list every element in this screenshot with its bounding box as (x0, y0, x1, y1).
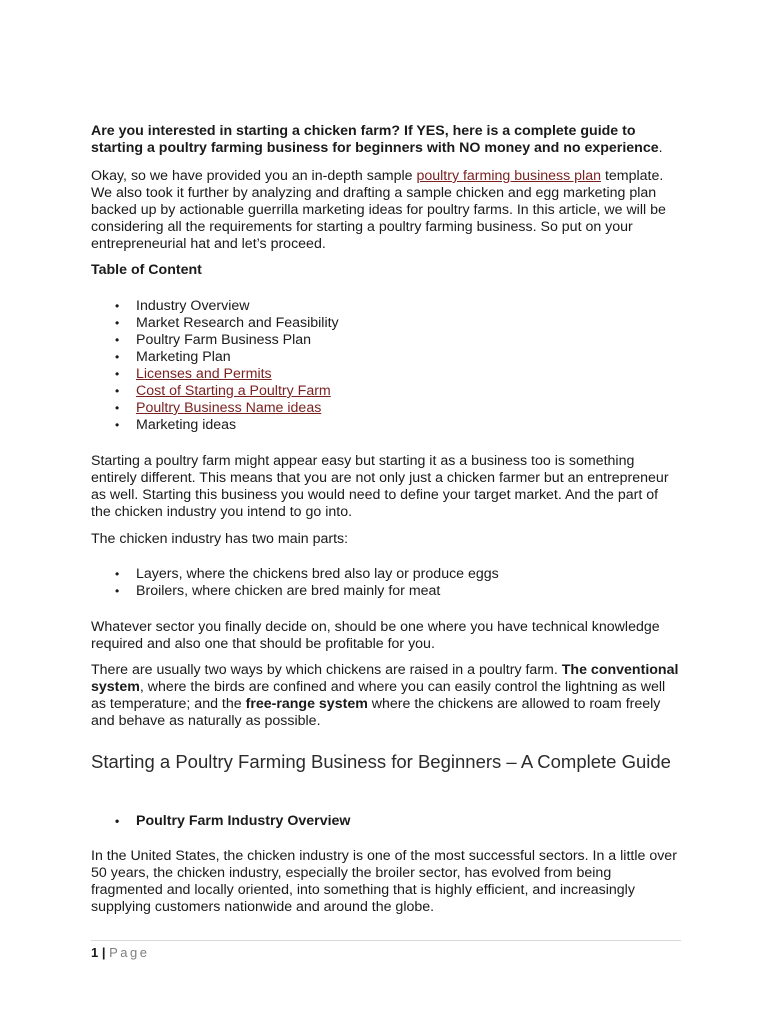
us-industry-paragraph: In the United States, the chicken industry is one of the most successful sectors. In a little over 50 years, the chicken industry, especially the broiler sector, has evolved from being fragmented and locally oriented, into something that is highly efficient, and increasingly supplying customers nationwide and around the globe. (91, 848, 677, 915)
section-sub-list (91, 813, 681, 830)
section-heading: Starting a Poultry Farming Business for Beginners – A Complete Guide (91, 751, 671, 772)
footer-separator: | (101, 945, 106, 960)
sub-item-industry-overview: • Poultry Farm Industry Overview (91, 813, 681, 830)
para5-text-1: There are usually two ways by which chickens are raised in a poultry farm. (91, 662, 562, 678)
intro-paragraph (91, 123, 681, 157)
list-item-broilers: • Broilers, where chicken are bred mainly for meat (91, 583, 681, 600)
free-range-system-term: free-range system (245, 696, 368, 712)
industry-parts-list (91, 566, 681, 600)
para5-text-2: , where the birds are confined and where you can easily control the lightning as well as temperature; and the (91, 679, 666, 712)
business-name-ideas-link[interactable]: Poultry Business Name ideas (136, 400, 322, 416)
business-plan-link[interactable]: poultry farming business plan (416, 168, 601, 184)
toc-list (91, 298, 681, 434)
business-intro-paragraph: Starting a poultry farm might appear easy but starting it as a business too is something entirely different. This means that you are not only just a chicken farmer but an entrepreneur as well. Starting this business you would need to define your target market. And the part of the chicken industry you intend to go into. (91, 453, 669, 520)
intro-bold-text: Are you interested in starting a chicken farm? If YES, here is a complete guide to starting a poultry farming business for beginners with NO money and no experience (91, 123, 659, 156)
overview-paragraph (91, 168, 681, 253)
raising-systems-paragraph (91, 662, 681, 730)
toc-item-industry-overview: • Industry Overview (91, 298, 681, 315)
para1-text-end: entrepreneurial hat and let’s proceed. (91, 236, 326, 252)
footer-divider (91, 940, 681, 941)
cost-starting-link[interactable]: Cost of Starting a Poultry Farm (136, 383, 331, 399)
toc-item-licenses (91, 366, 681, 383)
page-number: 1 (91, 945, 99, 960)
toc-item-market-research: • Market Research and Feasibility (91, 315, 681, 332)
intro-end-punct: . (658, 140, 663, 156)
toc-item-cost (91, 383, 681, 400)
toc-item-name-ideas (91, 400, 681, 417)
sector-choice-paragraph: Whatever sector you finally decide on, should be one where you have technical knowledge required and also one that should be profitable for you. (91, 619, 660, 652)
list-item-layers: • Layers, where the chickens bred also lay or produce eggs (91, 566, 681, 583)
para1-text-mid: template. We also took it further by analyzing and drafting a sample chicken and egg marketing plan backed up by actionable guerrilla marketing ideas for poultry farms. In this article, we will be considering all the requirements for starting a poultry farming business. So put on your (91, 168, 666, 235)
industry-parts-intro: The chicken industry has two main parts: (91, 531, 349, 547)
para1-text-start: Okay, so we have provided you an in-depth sample (91, 168, 417, 184)
page-footer (91, 944, 150, 961)
toc-item-marketing-ideas: • Marketing ideas (91, 417, 681, 434)
toc-item-business-plan: • Poultry Farm Business Plan (91, 332, 681, 349)
page-label: Page (109, 945, 150, 960)
toc-item-marketing-plan: • Marketing Plan (91, 349, 681, 366)
para5-text-3: where the chickens are allowed to roam freely and behave as naturally as possible. (91, 696, 661, 729)
conventional-system-term: The conventional system (91, 662, 679, 695)
toc-title: Table of Content (91, 262, 202, 278)
licenses-permits-link[interactable]: Licenses and Permits (136, 366, 272, 382)
